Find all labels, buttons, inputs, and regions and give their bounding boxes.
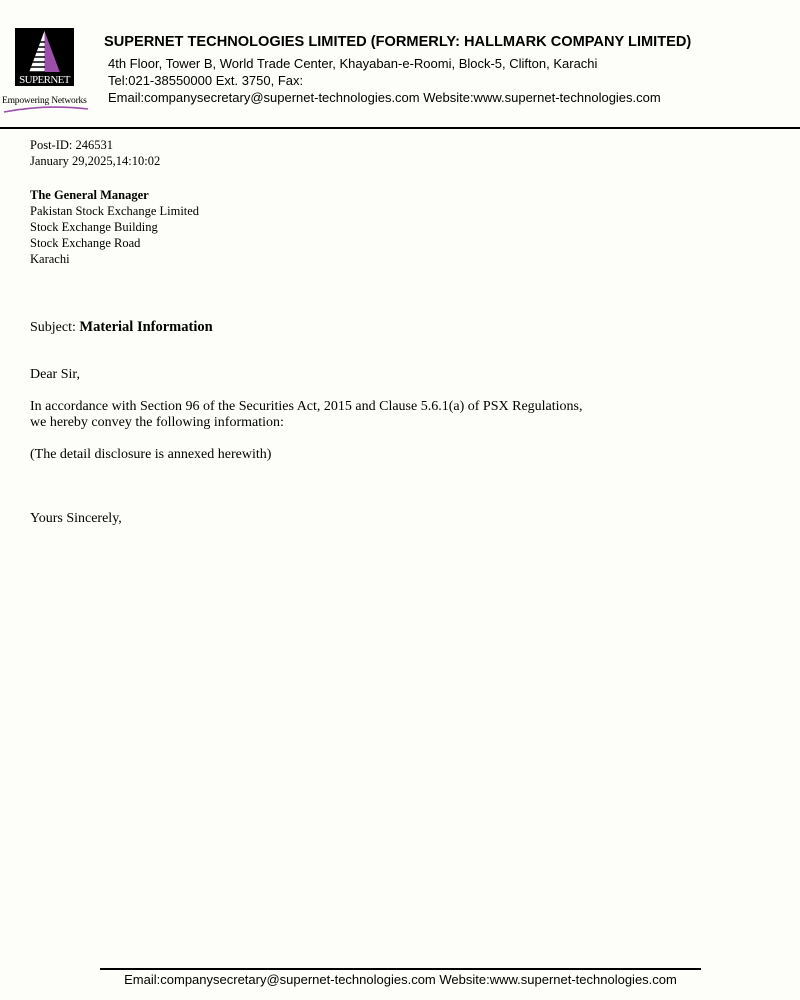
subject-text: Material Information <box>79 319 213 335</box>
logo-tagline: Empowering Networks <box>2 96 87 106</box>
annex-note: (The detail disclosure is annexed herewith) <box>30 447 272 462</box>
company-address: 4th Floor, Tower B, World Trade Center, Khayaban-e-Roomi, Block-5, Clifton, Karachi <box>108 56 598 71</box>
recipient-line: Karachi <box>30 252 70 266</box>
salutation: Dear Sir, <box>30 367 80 382</box>
company-contact: Email:companysecretary@supernet-technologies.com Website:www.supernet-technologies.com <box>108 90 661 105</box>
footer-contact: Email:companysecretary@supernet-technologies.com Website:www.supernet-technologies.com <box>124 972 677 987</box>
post-id: Post-ID: 246531 <box>30 138 113 152</box>
footer-divider <box>100 968 701 970</box>
company-name: SUPERNET TECHNOLOGIES LIMITED (FORMERLY: HALLMARK COMPANY LIMITED) <box>104 34 692 50</box>
company-logo <box>0 26 90 114</box>
logo-emblem <box>15 28 74 86</box>
logo-brand-text: SUPERNET <box>19 74 70 86</box>
post-datetime: January 29,2025,14:10:02 <box>30 154 161 168</box>
recipient-title: The General Manager <box>30 188 149 202</box>
recipient-line: Stock Exchange Road <box>30 236 141 250</box>
logo-swoosh <box>2 106 90 114</box>
body-paragraph-line-2: we hereby convey the following information: <box>30 415 284 430</box>
header-divider <box>0 127 800 129</box>
body-paragraph-line-1: In accordance with Section 96 of the Securities Act, 2015 and Clause 5.6.1(a) of PSX Regulations, <box>30 399 583 414</box>
subject-label: Subject: <box>30 320 76 335</box>
recipient-line: Pakistan Stock Exchange Limited <box>30 204 200 218</box>
closing: Yours Sincerely, <box>30 511 122 526</box>
subject-line <box>30 319 213 336</box>
letterhead <box>0 0 800 128</box>
recipient-line: Stock Exchange Building <box>30 220 158 234</box>
company-phone-fax: Tel:021-38550000 Ext. 3750, Fax: <box>108 73 304 88</box>
